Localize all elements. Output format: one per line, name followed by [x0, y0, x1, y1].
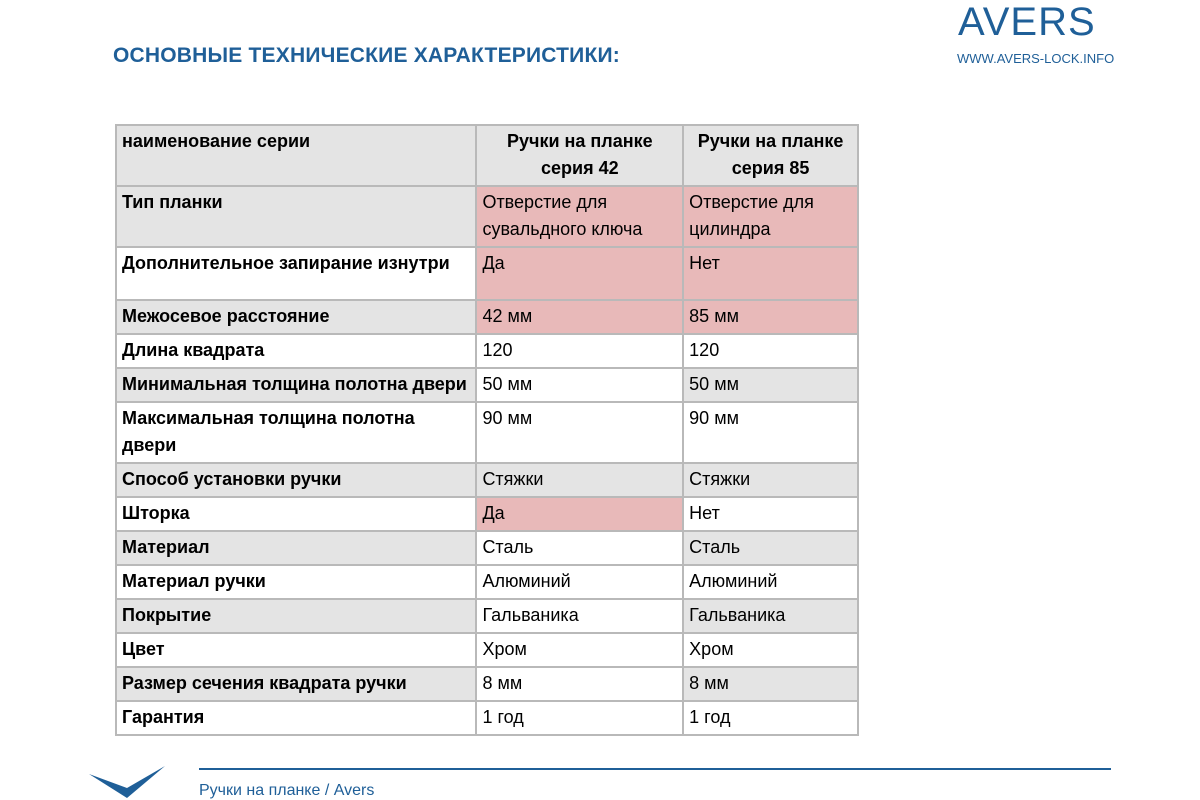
table-row — [116, 247, 858, 300]
table-row — [116, 565, 858, 599]
table-header-row — [116, 125, 858, 186]
row-label: Покрытие — [116, 599, 476, 633]
cell-series-85: Нет — [683, 247, 858, 300]
cell-series-85: Гальваника — [683, 599, 858, 633]
cell-series-85: 1 год — [683, 701, 858, 735]
row-label: Минимальная толщина полотна двери — [116, 368, 476, 402]
row-label: Шторка — [116, 497, 476, 531]
table-row — [116, 463, 858, 497]
cell-series-85: 120 — [683, 334, 858, 368]
table-row — [116, 497, 858, 531]
table-row — [116, 633, 858, 667]
footer-caption: Ручки на планке / Avers — [199, 782, 375, 799]
cell-series-85: 8 мм — [683, 667, 858, 701]
row-label: Межосевое расстояние — [116, 300, 476, 334]
table-row — [116, 599, 858, 633]
cell-series-85: Алюминий — [683, 565, 858, 599]
cell-series-42: Сталь — [476, 531, 683, 565]
cell-series-42: Алюминий — [476, 565, 683, 599]
column-header-series-85: Ручки на планке серия 85 — [683, 125, 858, 186]
cell-series-42: 50 мм — [476, 368, 683, 402]
table-row — [116, 368, 858, 402]
row-label: Длина квадрата — [116, 334, 476, 368]
cell-series-85: 85 мм — [683, 300, 858, 334]
cell-series-42: 1 год — [476, 701, 683, 735]
table-row — [116, 300, 858, 334]
cell-series-42: Стяжки — [476, 463, 683, 497]
cell-series-85: Сталь — [683, 531, 858, 565]
cell-series-42: 120 — [476, 334, 683, 368]
cell-series-42: Хром — [476, 633, 683, 667]
table-row — [116, 402, 858, 463]
cell-series-42: 42 мм — [476, 300, 683, 334]
row-label: Материал — [116, 531, 476, 565]
row-label: Дополнительное запирание изнутри — [116, 247, 476, 300]
row-label: Материал ручки — [116, 565, 476, 599]
cell-series-85: 90 мм — [683, 402, 858, 463]
footer-divider — [199, 768, 1111, 770]
brand-chevron-icon — [87, 764, 167, 800]
cell-series-85: Стяжки — [683, 463, 858, 497]
table-row — [116, 334, 858, 368]
brand-logo: AVERS — [958, 0, 1096, 44]
table-row — [116, 186, 858, 247]
cell-series-85: 50 мм — [683, 368, 858, 402]
column-header-series: наименование серии — [116, 125, 476, 186]
row-label: Размер сечения квадрата ручки — [116, 667, 476, 701]
cell-series-42: 8 мм — [476, 667, 683, 701]
cell-series-85: Нет — [683, 497, 858, 531]
cell-series-85: Отверстие для цилиндра — [683, 186, 858, 247]
table-row — [116, 701, 858, 735]
page-title: ОСНОВНЫЕ ТЕХНИЧЕСКИЕ ХАРАКТЕРИСТИКИ: — [113, 44, 620, 67]
row-label: Максимальная толщина полотна двери — [116, 402, 476, 463]
table-row — [116, 531, 858, 565]
row-label: Способ установки ручки — [116, 463, 476, 497]
cell-series-85: Хром — [683, 633, 858, 667]
table-row — [116, 667, 858, 701]
cell-series-42: Отверстие для сувальдного ключа — [476, 186, 683, 247]
cell-series-42: Да — [476, 247, 683, 300]
row-label: Цвет — [116, 633, 476, 667]
specifications-table — [115, 124, 859, 736]
cell-series-42: Гальваника — [476, 599, 683, 633]
cell-series-42: Да — [476, 497, 683, 531]
cell-series-42: 90 мм — [476, 402, 683, 463]
row-label: Тип планки — [116, 186, 476, 247]
website-link[interactable]: WWW.AVERS-LOCK.INFO — [957, 51, 1115, 66]
row-label: Гарантия — [116, 701, 476, 735]
column-header-series-42: Ручки на планке серия 42 — [476, 125, 683, 186]
